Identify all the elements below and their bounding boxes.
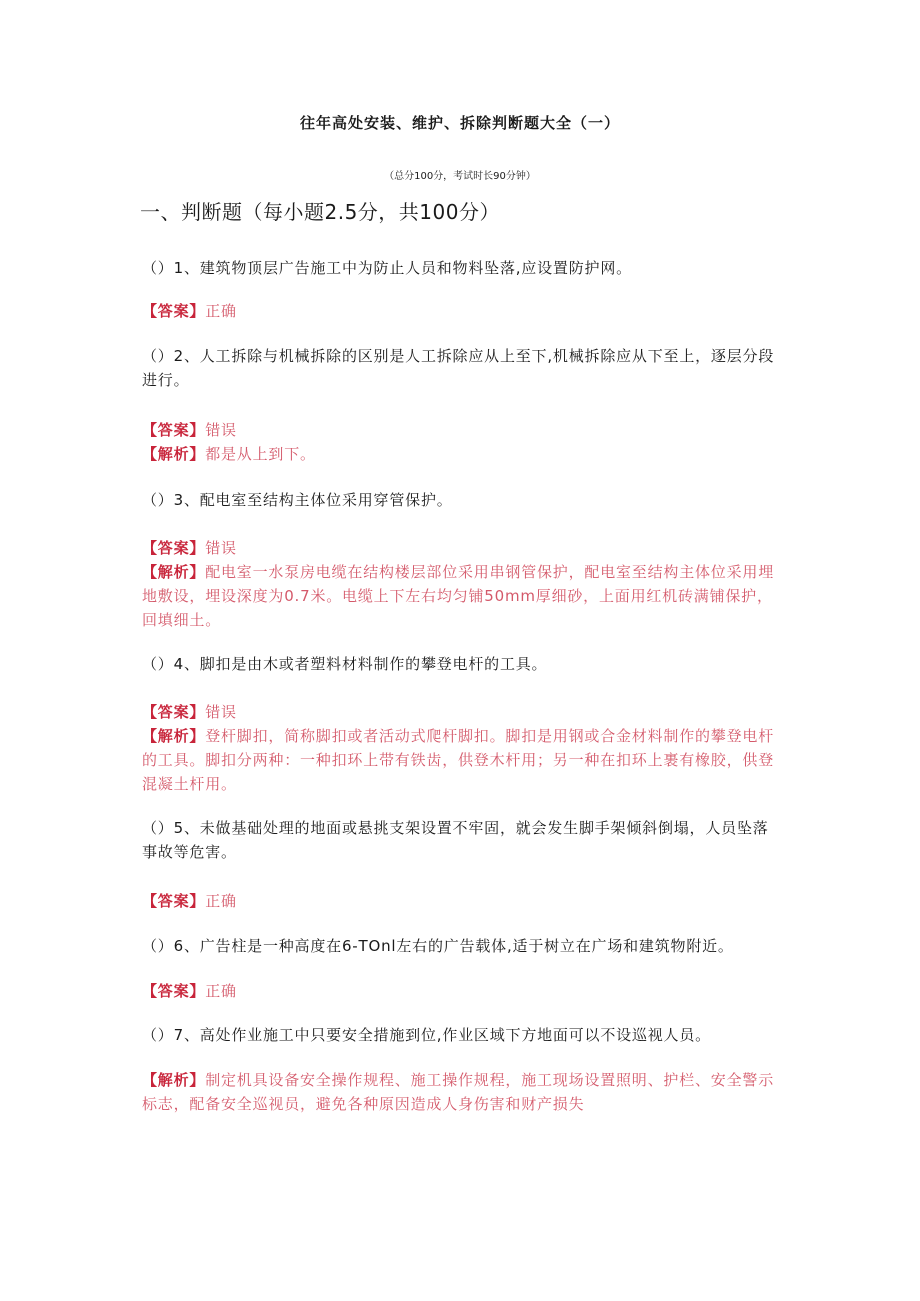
answer-3 [142,536,782,560]
answer-tag: 【答案】 [142,539,206,557]
answer-tag: 【答案】 [142,892,206,910]
answer-tag: 【答案】 [142,982,206,1000]
explanation-2 [142,442,782,466]
answer-5 [142,889,782,913]
explanation-text: 登杆脚扣，简称脚扣或者活动式爬杆脚扣。脚扣是用钢或合金材料制作的攀登电杆的工具。脚扣分两种：一种扣环上带有铁齿，供登木杆用；另一种在扣环上裹有橡胶，供登混凝土杆用。 [142,727,775,793]
document-subtitle: （总分100分，考试时长90分钟） [384,171,536,182]
question-4: （）4、脚扣是由木或者塑料材料制作的攀登电杆的工具。 [142,655,548,673]
answer-value: 正确 [205,892,237,910]
answer-value: 正确 [205,982,237,1000]
section-heading: 一、判断题（每小题2.5分，共100分） [140,200,500,224]
question-5: （）5、未做基础处理的地面或悬挑支架设置不牢固，就会发生脚手架倾斜倒塌，人员坠落事故等危害。 [142,819,769,861]
answer-value: 错误 [205,421,237,439]
question-7: （）7、高处作业施工中只要安全措施到位,作业区域下方地面可以不设巡视人员。 [142,1026,711,1044]
answer-value: 错误 [205,703,237,721]
explanation-text: 都是从上到下。 [205,445,316,463]
explanation-tag: 【解析】 [142,727,206,745]
answer-tag: 【答案】 [142,302,206,320]
explanation-tag: 【解析】 [142,563,206,581]
answer-4 [142,700,782,724]
explanation-tag: 【解析】 [142,445,206,463]
explanation-text: 配电室一水泵房电缆在结构楼层部位采用串钢管保护，配电室至结构主体位采用埋地敷设，埋设深度为0.7米。电缆上下左右均匀铺50mm厚细砂，上面用红机砖满铺保护，回填细土。 [142,563,775,629]
answer-value: 错误 [205,539,237,557]
answer-2 [142,418,782,442]
explanation-tag: 【解析】 [142,1071,206,1089]
answer-value: 正确 [205,302,237,320]
question-6: （）6、广告柱是一种高度在6-TOnl左右的广告载体,适于树立在广场和建筑物附近。 [142,937,734,955]
document-title: 往年高处安装、维护、拆除判断题大全（一） [299,114,620,132]
answer-tag: 【答案】 [142,421,206,439]
question-2: （）2、人工拆除与机械拆除的区别是人工拆除应从上至下,机械拆除应从下至上，逐层分段进行。 [142,347,775,389]
question-3: （）3、配电室至结构主体位采用穿管保护。 [142,491,453,509]
answer-tag: 【答案】 [142,703,206,721]
explanation-text: 制定机具设备安全操作规程、施工操作规程，施工现场设置照明、护栏、安全警示标志，配备安全巡视员，避免各种原因造成人身伤害和财产损失 [142,1071,775,1113]
explanation-4 [142,724,782,796]
explanation-3 [142,560,782,632]
question-1: （）1、建筑物顶层广告施工中为防止人员和物料坠落,应设置防护网。 [142,259,632,277]
explanation-7 [142,1068,782,1116]
answer-6 [142,979,782,1003]
answer-1 [142,299,782,323]
